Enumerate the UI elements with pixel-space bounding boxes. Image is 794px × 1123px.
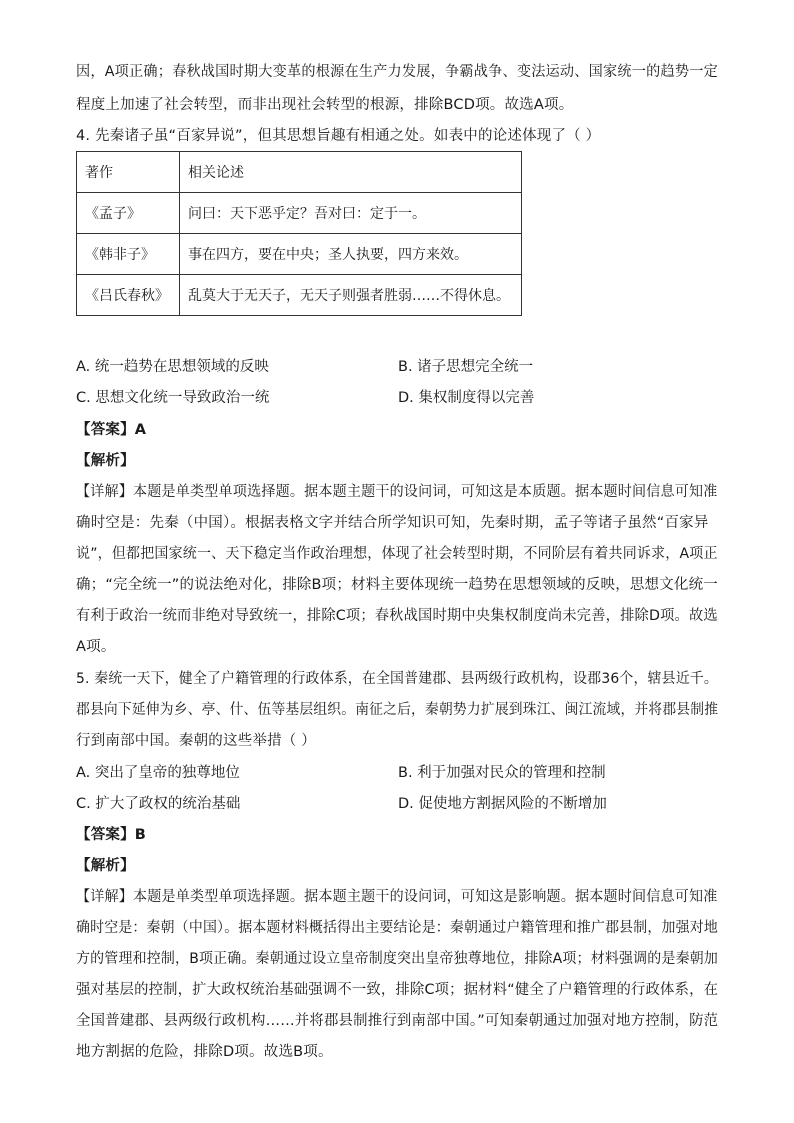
q4-analysis-line: 【详解】本题是单类型单项选择题。据本题主题干的设问词，可知这是本质题。据本题时间信息可知准 — [76, 484, 718, 500]
q4-analysis-line: 说”，但都把国家统一、天下稳定当作政治理想，体现了社会转型时期，不同阶层有着共同诉求，A项正 — [76, 546, 718, 562]
table-header-work: 著作 — [77, 152, 180, 193]
q4-option-b: B. 诸子思想完全统一 — [398, 359, 534, 375]
q5-option-a: A. 突出了皇帝的独尊地位 — [76, 765, 240, 781]
q5-option-b: B. 利于加强对民众的管理和控制 — [398, 765, 606, 781]
intro-line-2: 程度上加速了社会转型，而非出现社会转型的根源，排除BCD项。故选A项。 — [76, 97, 574, 113]
q4-analysis-line: 有利于政治一统而非绝对导致统一，排除C项；春秋战国时期中央集权制度尚未完善，排除D项。故选 — [76, 608, 718, 624]
q5-option-d: D. 促使地方割据风险的不断增加 — [398, 796, 607, 812]
q4-option-c: C. 思想文化统一导致政治一统 — [76, 390, 270, 406]
table-cell-statement: 问曰：天下恶乎定？吾对曰：定于一。 — [180, 193, 522, 234]
q5-analysis-line: 方的管理和控制，B项正确。秦朝通过设立皇帝制度突出皇帝独尊地位，排除A项；材料强调的是秦朝加 — [76, 951, 719, 967]
table-row — [77, 234, 522, 275]
q4-analysis-line: A项。 — [76, 639, 116, 655]
question-5-stem-line: 5. 秦统一天下，健全了户籍管理的行政体系，在全国普建郡、县两级行政机构，设郡36个，辖县近千。 — [76, 671, 718, 687]
q5-answer: 【答案】B — [76, 827, 147, 843]
q5-analysis-line: 强对基层的控制，扩大政权统治基础强调不一致，排除C项；据材料“健全了户籍管理的行政体系，在 — [76, 982, 719, 998]
q4-answer: 【答案】A — [76, 422, 147, 438]
question-5-stem-line: 郡县向下延伸为乡、亭、什、伍等基层组织。南征之后，秦朝势力扩展到珠江、闽江流域，并将郡县制推 — [76, 702, 719, 718]
q4-option-d: D. 集权制度得以完善 — [398, 390, 535, 406]
table-row — [77, 193, 522, 234]
question-4-stem: 4. 先秦诸子虽“百家异说”，但其思想旨趣有相通之处。如表中的论述体现了（ ） — [76, 128, 601, 144]
q4-analysis-line: 确；“完全统一”的说法绝对化，排除B项；材料主要体现统一趋势在思想领域的反映，思想文化统一 — [76, 577, 718, 593]
table-cell-work: 《孟子》 — [77, 193, 180, 234]
q5-option-c: C. 扩大了政权的统治基础 — [76, 796, 241, 812]
table-header-row — [77, 152, 522, 193]
q5-analysis-title: 【解析】 — [76, 858, 135, 874]
q4-analysis-line: 确时空是：先秦（中国）。根据表格文字并结合所学知识可知，先秦时期，孟子等诸子虽然“百家异 — [76, 515, 709, 531]
question-4-table — [76, 151, 522, 316]
intro-line-1: 因，A项正确；春秋战国时期大变革的根源在生产力发展，争霸战争、变法运动、国家统一的趋势一定 — [76, 64, 718, 80]
table-cell-work: 《韩非子》 — [77, 234, 180, 275]
q5-analysis-line: 全国普建郡、县两级行政机构……并将郡县制推行到南部中国。”可知秦朝通过加强对地方控制，防范 — [76, 1013, 719, 1029]
table-cell-work: 《吕氏春秋》 — [77, 275, 180, 316]
q5-analysis-line: 【详解】本题是单类型单项选择题。据本题主题干的设问词，可知这是影响题。据本题时间信息可知准 — [76, 889, 718, 905]
table-cell-statement: 事在四方，要在中央；圣人执要，四方来效。 — [180, 234, 522, 275]
table-header-statement: 相关论述 — [180, 152, 522, 193]
table-row — [77, 275, 522, 316]
q4-option-a: A. 统一趋势在思想领域的反映 — [76, 359, 269, 375]
q5-analysis-line: 地方割据的危险，排除D项。故选B项。 — [76, 1044, 333, 1060]
question-5-stem-line: 行到南部中国。秦朝的这些举措（ ） — [76, 733, 317, 749]
table-cell-statement: 乱莫大于无天子，无天子则强者胜弱……不得休息。 — [180, 275, 522, 316]
q4-analysis-title: 【解析】 — [76, 453, 135, 469]
q5-analysis-line: 确时空是：秦朝（中国）。据本题材料概括得出主要结论是：秦朝通过户籍管理和推广郡县制，加强对地 — [76, 920, 718, 936]
